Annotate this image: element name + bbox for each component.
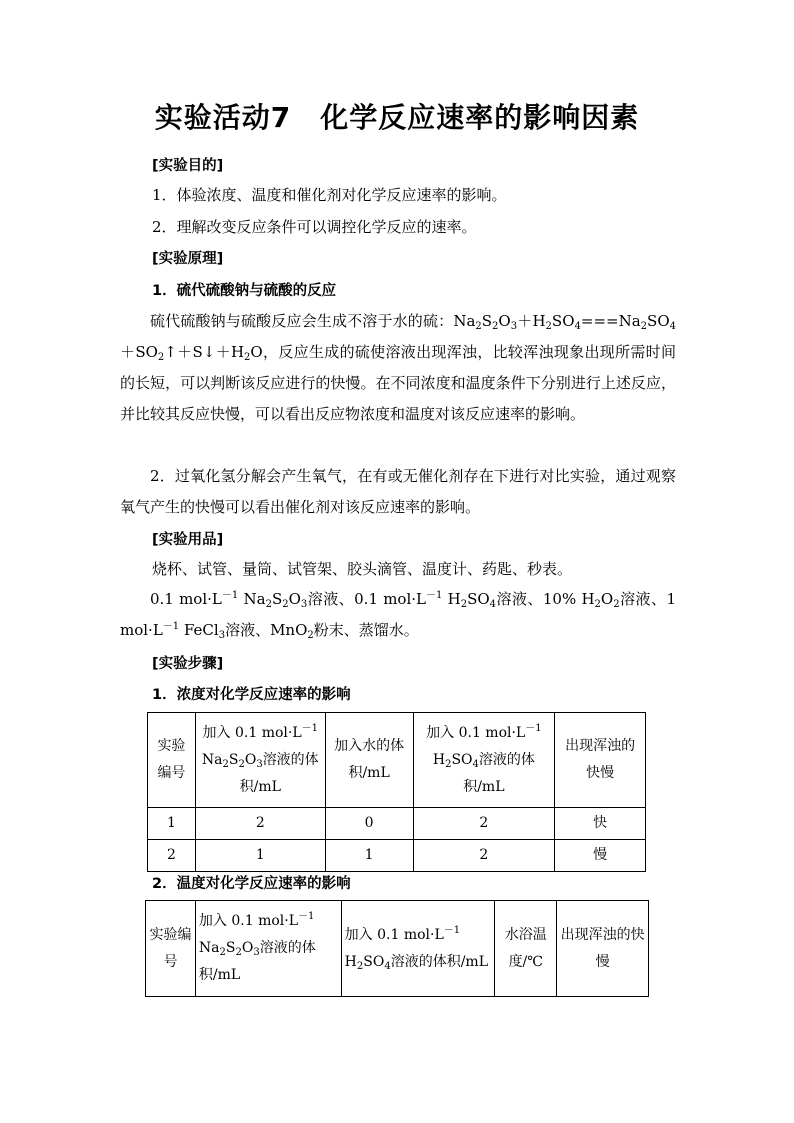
- principle-text-a: 硫代硫酸钠与硫酸反应会生成不溶于水的硫：: [150, 312, 454, 330]
- cell-h2so4-volume: 2: [413, 808, 555, 840]
- header-exp-number: 实验编号: [148, 713, 196, 808]
- purpose-item-1: 1．体验浓度、温度和催化剂对化学反应速率的影响。: [152, 186, 507, 204]
- materials-equipment: 烧杯、试管、量筒、试管架、胶头滴管、温度计、药匙、秒表。: [152, 560, 573, 578]
- cell-na2s2o3-volume: 2: [195, 808, 325, 840]
- table-header-row: [148, 713, 646, 808]
- table-row: [148, 808, 646, 840]
- section-heading-principle: [实验原理]: [152, 251, 224, 267]
- table-row: [148, 840, 646, 872]
- cell-water-volume: 1: [325, 840, 413, 872]
- cell-turbidity-speed: 慢: [555, 840, 646, 872]
- header-h2so4-volume: 加入 0.1 $mol\cdot L^{-1}$ $H_2SO_4$溶液的体积/mL: [413, 713, 555, 808]
- reaction-equation: $Na_2S_2O_3+H_2SO_4===Na_2SO_4+SO_2↑+S↓+H_2O$: [120, 312, 676, 363]
- header-turbidity-speed: 出现浑浊的快慢: [555, 713, 646, 808]
- cell-na2s2o3-volume: 1: [195, 840, 325, 872]
- concentration-table: [147, 712, 646, 872]
- steps-subheading-1: 1．浓度对化学反应速率的影响: [152, 687, 351, 703]
- page-title: 实验活动7 化学反应速率的影响因素: [154, 101, 640, 134]
- section-heading-purpose: [实验目的]: [152, 158, 224, 174]
- principle-subheading-1: 1．硫代硫酸钠与硫酸的反应: [152, 283, 337, 299]
- section-heading-materials: [实验用品]: [152, 532, 224, 548]
- temperature-table: [145, 900, 649, 997]
- header-na2s2o3-volume: 加入 0.1 $mol\cdot L^{-1}$ $Na_2S_2O_3$溶液的体积/mL: [195, 713, 325, 808]
- header-exp-number: 实验编号: [146, 901, 196, 997]
- steps-subheading-2: 2．温度对化学反应速率的影响: [152, 876, 351, 892]
- header-water-bath-temp: 水浴温度/℃: [495, 901, 557, 997]
- cell-water-volume: 0: [325, 808, 413, 840]
- cell-turbidity-speed: 快: [555, 808, 646, 840]
- principle-paragraph-2: 2．过氧化氢分解会产生氧气，在有或无催化剂存在下进行对比实验，通过观察氧气产生的快慢可以看出催化剂对该反应速率的影响。: [120, 467, 676, 516]
- cell-h2so4-volume: 2: [413, 840, 555, 872]
- principle-text-b: ，反应生成的硫使溶液出现浑浊，比较浑浊现象出现所需时间的长短，可以判断该反应进行的快慢。在不同浓度和温度条件下分别进行上述反应，并比较其反应快慢，可以看出反应物浓度和温度对该反应速率的影响。: [120, 343, 676, 423]
- materials-reagents: 0.1 $mol\cdot L^{-1}$ $Na_2S_2O_3$溶液、0.1 $mol\cdot L^{-1}$ $H_2SO_4$溶液、10% $H_2O_2$溶液、1 $mol\cdot L^{-1}$ FeCl$_3$溶液、MnO$_2$粉末、蒸馏水。: [120, 590, 676, 641]
- cell-exp-number: 1: [148, 808, 196, 840]
- principle-paragraph-1: [120, 306, 676, 430]
- purpose-item-2: 2．理解改变反应条件可以调控化学反应的速率。: [152, 218, 477, 236]
- header-h2so4-volume: 加入 0.1 $mol\cdot L^{-1}$ $H_2SO_4$溶液的体积/mL: [341, 901, 495, 997]
- cell-exp-number: 2: [148, 840, 196, 872]
- table-header-row: [146, 901, 649, 997]
- header-turbidity-speed: 出现浑浊的快慢: [557, 901, 649, 997]
- section-heading-steps: [实验步骤]: [152, 656, 224, 672]
- header-water-volume: 加入水的体积/mL: [325, 713, 413, 808]
- header-na2s2o3-volume: 加入 0.1 $mol\cdot L^{-1}$ $Na_2S_2O_3$溶液的体积/mL: [195, 901, 341, 997]
